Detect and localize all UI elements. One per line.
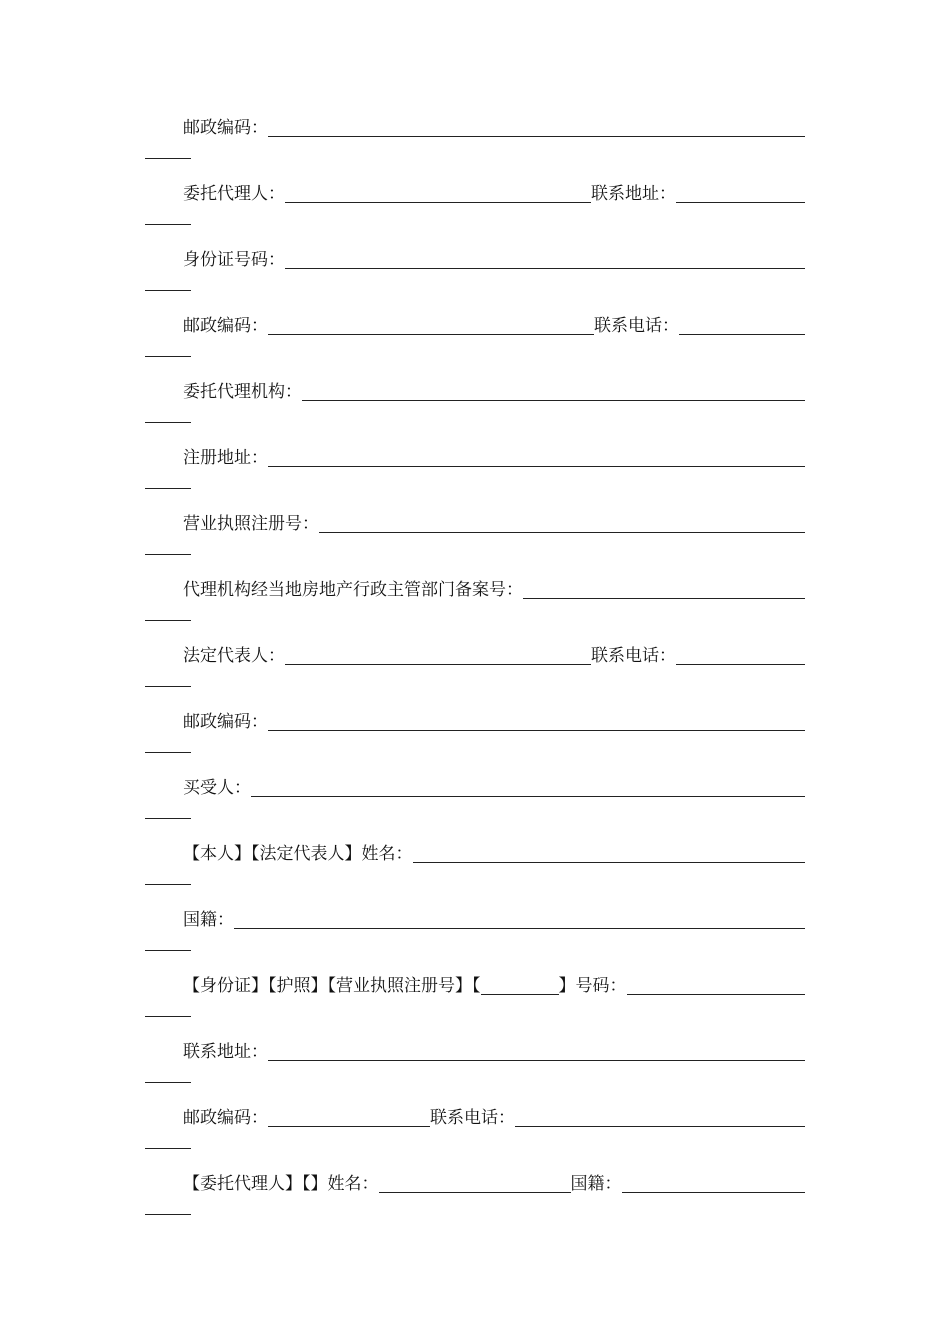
- agency-registered-address-field[interactable]: [268, 448, 805, 467]
- seller-agent-id-field-continuation: [145, 290, 191, 291]
- buyer-agent-nationality-label: 国籍：: [570, 1174, 622, 1194]
- seller-postal-code-field[interactable]: [268, 118, 805, 137]
- agency-license-label: 营业执照注册号：: [183, 514, 319, 534]
- agency-registered-address-label: 注册地址：: [183, 448, 268, 468]
- buyer-postal-phone-row: [145, 1103, 805, 1163]
- buyer-phone-field[interactable]: [515, 1108, 805, 1127]
- buyer-nationality-field-continuation: [145, 950, 191, 951]
- buyer-agent-name-label: 【委托代理人】【】姓名：: [183, 1174, 379, 1194]
- agency-filing-number-field-continuation: [145, 620, 191, 621]
- buyer-nationality-label: 国籍：: [183, 910, 234, 930]
- buyer-nationality-row: [145, 905, 805, 965]
- agency-registered-address-row: [145, 443, 805, 503]
- agency-postal-code-row: [145, 707, 805, 767]
- buyer-id-number-label: 】号码：: [558, 976, 627, 996]
- seller-agent-phone-field-continuation: [145, 356, 191, 357]
- agency-field[interactable]: [302, 382, 805, 401]
- buyer-label: 买受人：: [183, 778, 251, 798]
- agency-legal-rep-phone-field[interactable]: [676, 646, 805, 665]
- seller-agent-postal-code-field[interactable]: [268, 316, 594, 335]
- buyer-name-field-continuation: [145, 884, 191, 885]
- seller-postal-code-field-continuation: [145, 158, 191, 159]
- agency-postal-code-label: 邮政编码：: [183, 712, 268, 732]
- seller-agent-phone-field[interactable]: [679, 316, 805, 335]
- agency-postal-code-field[interactable]: [268, 712, 805, 731]
- seller-agent-address-label: 联系地址：: [591, 184, 676, 204]
- buyer-agent-name-field[interactable]: [379, 1174, 571, 1193]
- buyer-address-label: 联系地址：: [183, 1042, 268, 1062]
- seller-agent-phone-label: 联系电话：: [594, 316, 679, 336]
- buyer-address-field[interactable]: [268, 1042, 805, 1061]
- agency-legal-rep-label: 法定代表人：: [183, 646, 285, 666]
- buyer-phone-label: 联系电话：: [430, 1108, 515, 1128]
- buyer-id-number-field-continuation: [145, 1016, 191, 1017]
- buyer-name-field[interactable]: [413, 844, 806, 863]
- buyer-name-label: 【本人】【法定代表人】姓名：: [183, 844, 413, 864]
- buyer-postal-code-label: 邮政编码：: [183, 1108, 268, 1128]
- buyer-field[interactable]: [251, 778, 805, 797]
- seller-agent-postal-phone-row: [145, 311, 805, 371]
- agency-filing-number-row: [145, 575, 805, 635]
- buyer-agent-row: [145, 1169, 805, 1229]
- buyer-address-field-continuation: [145, 1082, 191, 1083]
- buyer-agent-nationality-field[interactable]: [622, 1174, 806, 1193]
- agency-license-field-continuation: [145, 554, 191, 555]
- seller-postal-code-row: [145, 113, 805, 173]
- seller-agent-postal-code-label: 邮政编码：: [183, 316, 268, 336]
- agency-license-field[interactable]: [319, 514, 805, 533]
- seller-agent-id-field[interactable]: [285, 250, 805, 269]
- agency-label: 委托代理机构：: [183, 382, 302, 402]
- buyer-field-continuation: [145, 818, 191, 819]
- buyer-id-type-label: 【身份证】【护照】【营业执照注册号】【: [183, 976, 481, 996]
- seller-agent-id-row: [145, 245, 805, 305]
- buyer-agent-nationality-field-continuation: [145, 1214, 191, 1215]
- seller-agent-id-label: 身份证号码：: [183, 250, 285, 270]
- seller-agent-address-field[interactable]: [676, 184, 805, 203]
- buyer-phone-field-continuation: [145, 1148, 191, 1149]
- agency-row: [145, 377, 805, 437]
- seller-agent-row: [145, 179, 805, 239]
- seller-agent-label: 委托代理人：: [183, 184, 285, 204]
- buyer-id-number-row: [145, 971, 805, 1031]
- buyer-id-number-field[interactable]: [627, 976, 806, 995]
- agency-field-continuation: [145, 422, 191, 423]
- seller-agent-field[interactable]: [285, 184, 591, 203]
- buyer-name-row: [145, 839, 805, 899]
- agency-legal-rep-phone-label: 联系电话：: [591, 646, 676, 666]
- agency-legal-rep-field[interactable]: [285, 646, 591, 665]
- buyer-row: [145, 773, 805, 833]
- agency-legal-rep-phone-field-continuation: [145, 686, 191, 687]
- buyer-id-type-other-field[interactable]: [481, 976, 559, 995]
- agency-registered-address-field-continuation: [145, 488, 191, 489]
- seller-postal-code-label: 邮政编码：: [183, 118, 268, 138]
- buyer-nationality-field[interactable]: [234, 910, 805, 929]
- agency-filing-number-label: 代理机构经当地房地产行政主管部门备案号：: [183, 580, 523, 600]
- agency-filing-number-field[interactable]: [523, 580, 805, 599]
- agency-license-row: [145, 509, 805, 569]
- agency-postal-code-field-continuation: [145, 752, 191, 753]
- seller-agent-address-field-continuation: [145, 224, 191, 225]
- agency-legal-rep-row: [145, 641, 805, 701]
- buyer-postal-code-field[interactable]: [268, 1108, 430, 1127]
- buyer-address-row: [145, 1037, 805, 1097]
